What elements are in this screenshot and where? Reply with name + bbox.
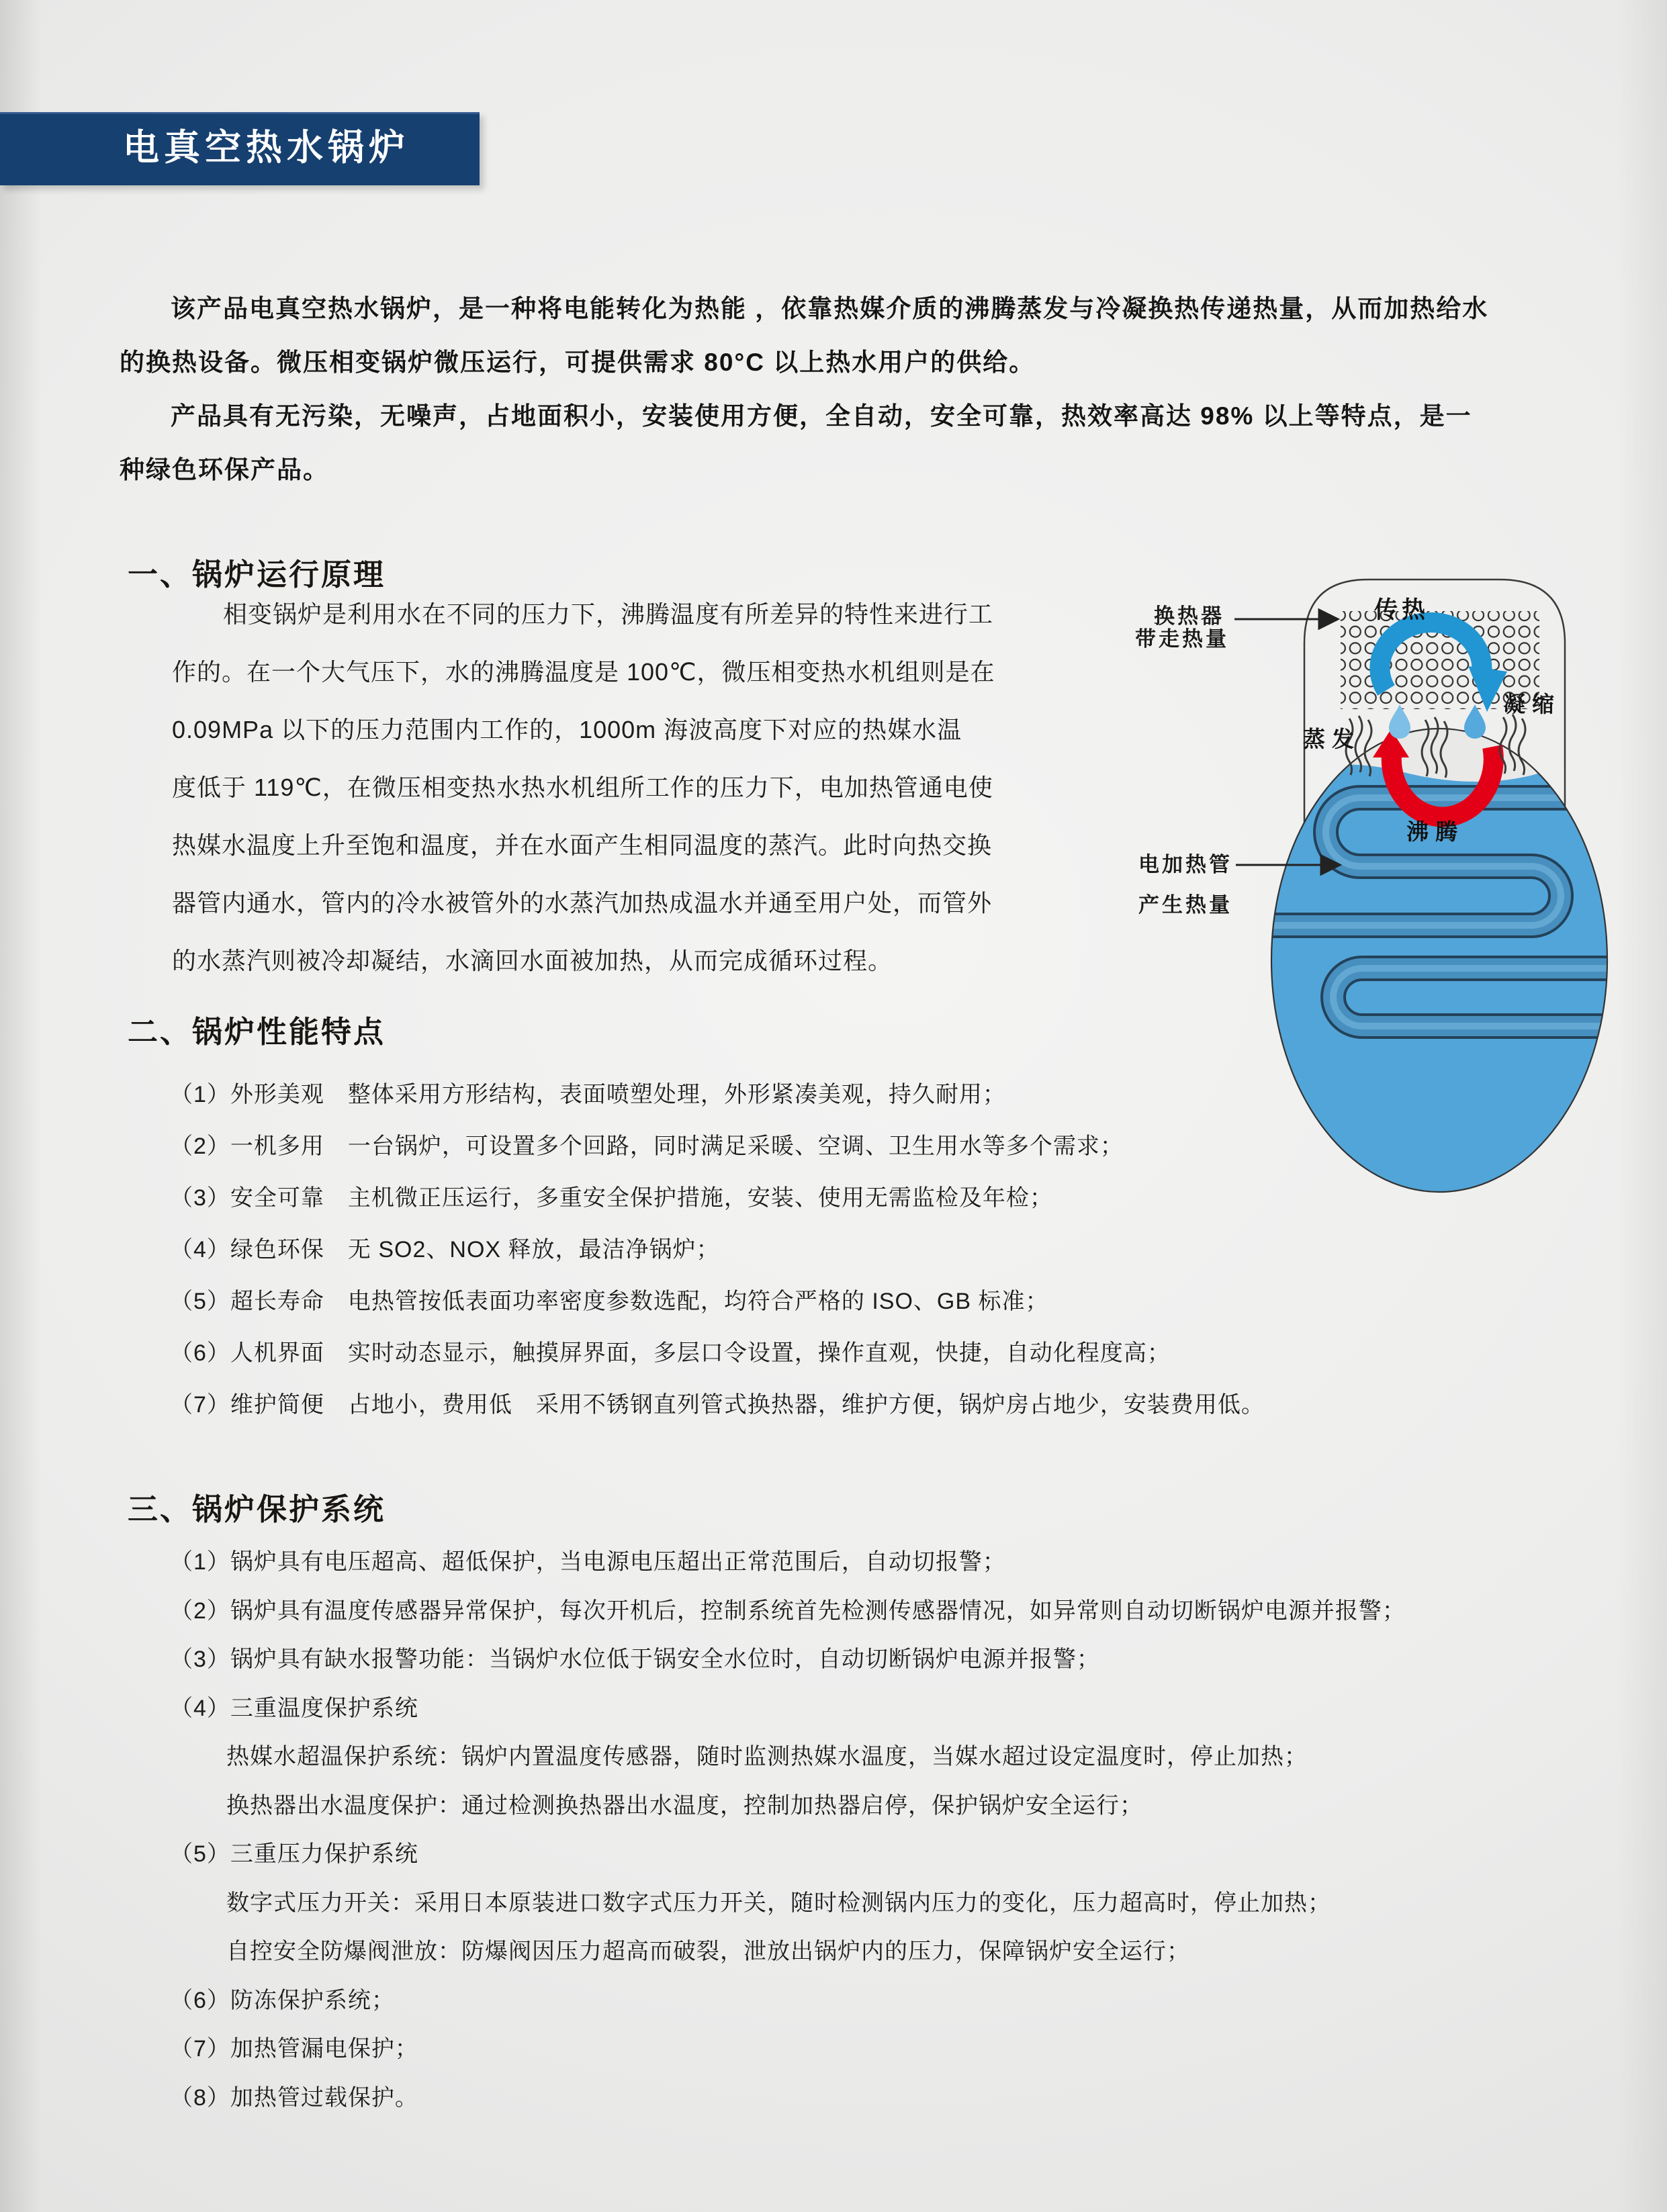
list-item: （2）一机多用 一台锅炉，可设置多个回路，同时满足采暖、空调、卫生用水等多个需求；: [170, 1134, 1124, 1159]
callout-text: 产生热量: [1138, 893, 1232, 917]
intro-line: 产品具有无污染，无噪声，占地面积小，安装使用方便，全自动，安全可靠，热效率高达 98% 以上等特点，是一: [171, 402, 1472, 430]
intro-line: 的换热设备。微压相变锅炉微压运行，可提供需求 80°C 以上热水用户的供给。: [120, 349, 1036, 376]
text-line: 度低于 119℃，在微压相变热水热水机组所工作的压力下，电加热管通电使: [172, 774, 993, 801]
list-subitem: 自控安全防爆阀泄放：防爆阀因压力超高而破裂，泄放出锅炉内的压力，保障锅炉安全运行；: [226, 1939, 1190, 1964]
list-item: （6）人机界面 实时动态显示，触摸屏界面，多层口令设置，操作直观，快捷，自动化程度高；: [170, 1340, 1171, 1366]
list-item: （7）加热管漏电保护；: [170, 2036, 418, 2062]
text-line: 的水蒸汽则被冷却凝结，水滴回水面被加热，从而完成循环过程。: [172, 947, 893, 974]
list-item: （5）三重压力保护系统: [170, 1841, 418, 1867]
intro-paragraphs: [120, 282, 1570, 497]
section1-heading: 一、锅炉运行原理: [128, 557, 386, 592]
list-item: （1）外形美观 整体采用方形结构，表面喷塑处理，外形紧凑美观，持久耐用；: [170, 1082, 1006, 1107]
section2-heading: 二、锅炉性能特点: [128, 1015, 386, 1049]
list-item: （4）三重温度保护系统: [170, 1695, 418, 1721]
list-subitem: 热媒水超温保护系统：锅炉内置温度传感器，随时监测热媒水温度，当媒水超过设定温度时，停止加热；: [226, 1744, 1308, 1769]
boil-label: 沸腾: [1406, 819, 1464, 844]
list-item: （8）加热管过载保护。: [170, 2084, 418, 2111]
text-line: 作的。在一个大气压下，水的沸腾温度是 100℃，微压相变热水机组则是在: [172, 658, 995, 686]
list-subitem: 换热器出水温度保护：通过检测换热器出水温度，控制加热器启停，保护锅炉安全运行；: [226, 1792, 1143, 1818]
section2-feature-list: [170, 1069, 1265, 1431]
list-item: （1）锅炉具有电压超高、超低保护，当电源电压超出正常范围后，自动切报警；: [170, 1549, 1006, 1575]
list-item: （7）维护简便 占地小，费用低 采用不锈钢直列管式换热器，维护方便，锅炉房占地少，安装费用低。: [170, 1392, 1265, 1418]
text-line: 热媒水温度上升至饱和温度，并在水面产生相同温度的蒸汽。此时向热交换: [172, 831, 993, 859]
title-banner: [0, 112, 480, 185]
list-item: （4）绿色环保 无 SO2、NOX 释放，最洁净锅炉；: [170, 1237, 720, 1262]
water-tank: [1263, 729, 1615, 1202]
callout-text: 带走热量: [1135, 627, 1229, 651]
list-subitem: 数字式压力开关：采用日本原装进口数字式压力开关，随时检测锅内压力的变化，压力超高时，停止加热；: [226, 1890, 1331, 1916]
section1-paragraph: [172, 586, 1079, 990]
section3-protection-list: [170, 1538, 1406, 2122]
page-title: 电真空热水锅炉: [123, 128, 410, 168]
list-item: （6）防冻保护系统；: [170, 1987, 395, 2013]
list-item: （2）锅炉具有温度传感器异常保护，每次开机后，控制系统首先检测传感器情况，如异常则自动切断锅炉电源并报警；: [170, 1598, 1406, 1624]
callout-text: 电加热管: [1138, 853, 1232, 876]
intro-line: 种绿色环保产品。: [120, 456, 329, 483]
text-line: 0.09MPa 以下的压力范围内工作的，1000m 海波高度下对应的热媒水温: [172, 716, 962, 743]
text-line: 相变锅炉是利用水在不同的压力下，沸腾温度有所差异的特性来进行工: [223, 600, 994, 628]
section3-heading: 三、锅炉保护系统: [128, 1492, 386, 1526]
list-item: （3）安全可靠 主机微正压运行，多重安全保护措施，安装、使用无需监检及年检；: [170, 1185, 1053, 1211]
heat-transfer-label: 传热: [1373, 597, 1430, 623]
condense-label: 凝缩: [1503, 692, 1561, 717]
list-item: （3）锅炉具有缺水报警功能：当锅炉水位低于锅安全水位时，自动切断锅炉电源并报警；: [170, 1647, 1100, 1672]
list-item: （5）超长寿命 电热管按低表面功率密度参数选配，均符合严格的 ISO、GB 标准；: [170, 1289, 1049, 1314]
evaporate-label: 蒸发: [1303, 727, 1361, 751]
heat-exchanger-callout: [1135, 604, 1338, 651]
intro-line: 该产品电真空热水锅炉，是一种将电能转化为热能 ，依靠热媒介质的沸腾蒸发与冷凝换热传递热量，从而加热给水: [171, 295, 1489, 322]
callout-text: 换热器: [1154, 604, 1224, 628]
text-line: 器管内通水，管内的冷水被管外的水蒸汽加热成温水并通至用户处，而管外: [172, 889, 993, 917]
